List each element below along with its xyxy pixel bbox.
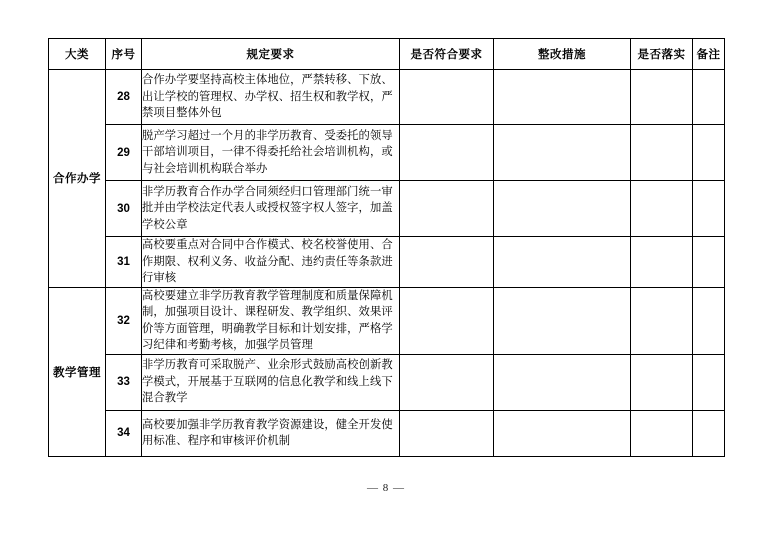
requirement-cell: 非学历教育合作办学合同须经归口管理部门统一审批并由学校法定代表人或授权签字权人签字，加盖学校公章 <box>142 181 400 237</box>
comply-input-cell[interactable] <box>400 125 494 181</box>
remark-input-cell[interactable] <box>693 354 725 410</box>
requirement-cell: 非学历教育可采取脱产、业余形式鼓励高校创新教学模式，开展基于互联网的信息化教学和线上线下混合教学 <box>142 354 400 410</box>
implemented-input-cell[interactable] <box>631 125 693 181</box>
column-header-remark: 备注 <box>693 39 725 70</box>
table-row <box>49 125 725 181</box>
category-cell-teaching-management: 教学管理 <box>49 287 106 456</box>
measure-input-cell[interactable] <box>494 181 631 237</box>
implemented-input-cell[interactable] <box>631 287 693 354</box>
remark-input-cell[interactable] <box>693 125 725 181</box>
table-row <box>49 237 725 288</box>
requirement-cell: 高校要建立非学历教育教学管理制度和质量保障机制，加强项目设计、课程研发、教学组织、效果评价等方面管理，明确教学目标和计划安排，严格学习纪律和考勤考核，加强学员管理 <box>142 287 400 354</box>
remark-input-cell[interactable] <box>693 237 725 288</box>
measure-input-cell[interactable] <box>494 354 631 410</box>
row-index-cell: 34 <box>106 410 142 456</box>
inspection-checklist-table <box>48 38 725 457</box>
implemented-input-cell[interactable] <box>631 237 693 288</box>
implemented-input-cell[interactable] <box>631 410 693 456</box>
remark-input-cell[interactable] <box>693 287 725 354</box>
row-index-cell: 29 <box>106 125 142 181</box>
row-index-cell: 33 <box>106 354 142 410</box>
remark-input-cell[interactable] <box>693 70 725 125</box>
implemented-input-cell[interactable] <box>631 181 693 237</box>
category-cell-cooperative-education: 合作办学 <box>49 70 106 288</box>
column-header-implemented: 是否落实 <box>631 39 693 70</box>
requirement-cell: 高校要加强非学历教育教学资源建设，健全开发使用标准、程序和审核评价机制 <box>142 410 400 456</box>
implemented-input-cell[interactable] <box>631 354 693 410</box>
comply-input-cell[interactable] <box>400 237 494 288</box>
comply-input-cell[interactable] <box>400 287 494 354</box>
remark-input-cell[interactable] <box>693 181 725 237</box>
table-row <box>49 354 725 410</box>
table-row <box>49 410 725 456</box>
measure-input-cell[interactable] <box>494 237 631 288</box>
table-row <box>49 287 725 354</box>
measure-input-cell[interactable] <box>494 287 631 354</box>
row-index-cell: 30 <box>106 181 142 237</box>
page-number: — 8 — <box>367 482 405 494</box>
table-header-row <box>49 39 725 70</box>
remark-input-cell[interactable] <box>693 410 725 456</box>
comply-input-cell[interactable] <box>400 181 494 237</box>
table-row <box>49 70 725 125</box>
measure-input-cell[interactable] <box>494 410 631 456</box>
row-index-cell: 31 <box>106 237 142 288</box>
column-header-category: 大类 <box>49 39 106 70</box>
requirement-cell: 脱产学习超过一个月的非学历教育、受委托的领导干部培训项目，一律不得委托给社会培训机构，或与社会培训机构联合举办 <box>142 125 400 181</box>
table-header <box>49 39 725 70</box>
measure-input-cell[interactable] <box>494 125 631 181</box>
column-header-index: 序号 <box>106 39 142 70</box>
row-index-cell: 28 <box>106 70 142 125</box>
comply-input-cell[interactable] <box>400 410 494 456</box>
requirement-cell: 高校要重点对合同中合作模式、校名校誉使用、合作期限、权利义务、收益分配、违约责任等条款进行审核 <box>142 237 400 288</box>
table-row <box>49 181 725 237</box>
measure-input-cell[interactable] <box>494 70 631 125</box>
implemented-input-cell[interactable] <box>631 70 693 125</box>
requirement-cell: 合作办学要坚持高校主体地位，严禁转移、下放、出让学校的管理权、办学权、招生权和教学权，严禁项目整体外包 <box>142 70 400 125</box>
comply-input-cell[interactable] <box>400 70 494 125</box>
column-header-comply: 是否符合要求 <box>400 39 494 70</box>
table-body <box>49 70 725 457</box>
comply-input-cell[interactable] <box>400 354 494 410</box>
column-header-measure: 整改措施 <box>494 39 631 70</box>
column-header-requirement: 规定要求 <box>142 39 400 70</box>
row-index-cell: 32 <box>106 287 142 354</box>
